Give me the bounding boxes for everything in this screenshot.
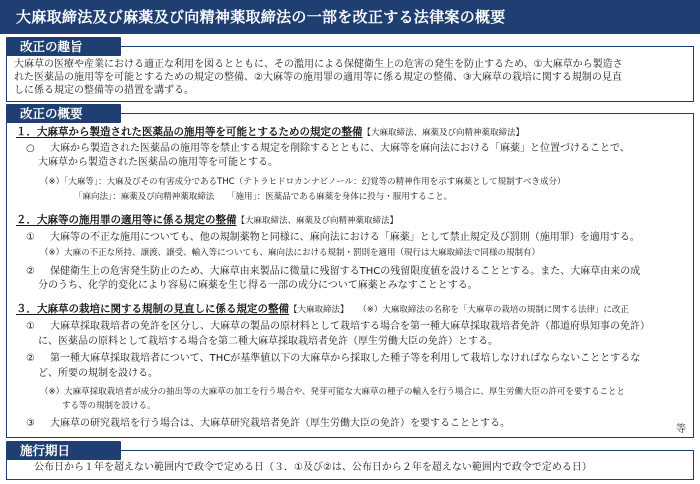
section-2-item-1-note: （※）大麻の不正な所持、譲渡、譲受、輸入等についても、麻向法における規制・罰則を適用（現行は大麻取締法で同様の規制有） [40,248,540,258]
outline-heading: 改正の概要 [6,104,121,123]
section-1-title [16,125,524,140]
section-2-item-1-text: 大麻等の不正な施用についても、他の規制薬物と同様に、麻向法における「麻薬」として禁止規定及び罰則（施用罪）を適用する。 [50,232,640,243]
section-3-item-2-note-1: （※）大麻草採取栽培者が成分の抽出等の大麻草の加工を行う場合や、発芽可能な大麻草の種子の輸入を行う場合に、厚生労働大臣の許可を要することと [40,387,625,397]
item-number: ② [26,353,35,364]
section-2-item-2-text: 保健衛生上の危害発生防止のため、大麻草由来製品に微量に残留するTHCの残留限度値を設けることとする。また、大麻草由来の成 [50,266,641,277]
section-2-item-2 [26,265,640,278]
purpose-line-1: 大麻草の医療や産業における適正な利用を図るとともに、その濫用による保健衛生上の危害の発生を防止するため、①大麻草から製造さ [14,59,623,70]
purpose-heading: 改正の趣旨 [6,37,121,56]
section-2-item-2-line-2: 分のうち、化学的変化により容易に麻薬を生じ得る一部の成分について麻薬とみなすこととする。 [38,280,478,291]
effective-heading: 施行期日 [6,441,121,460]
section-1-line-2: 大麻草から製造された医薬品の施用等を可能とする。 [38,157,278,168]
item-number: ③ [26,418,35,429]
section-1-line-1-text: 大麻から製造された医薬品の施用等を禁止する規定を削除するとともに、大麻等を麻向法における「麻薬」と位置づけることで、 [50,143,630,154]
effective-text: 公布日から１年を超えない範囲内で政令で定める日（３．①及び②は、公布日から２年を超えない範囲内で政令で定める日） [34,462,592,473]
section-2-title [16,213,398,228]
section-3-item-1 [26,320,650,333]
section-3-item-2 [26,352,640,365]
bullet-icon: ○ [26,143,35,154]
item-number: ① [26,321,35,332]
section-2-ref: 【大麻取締法、麻薬及び向精神薬取締法】 [236,216,399,226]
section-1-note-2: 「麻向法」：麻薬及び向精神薬取締法 「施用」：医薬品である麻薬を身体に投与・服用すること。 [74,192,453,202]
section-1-line-1 [26,142,630,155]
section-3-item-2-line-2: ど、所要の規制を設ける。 [38,368,158,379]
section-3-note: （※）大麻取締法の名称を「大麻草の栽培の規制に関する法律」に改正 [362,305,629,315]
section-3-ref: 【大麻取締法】 [289,305,349,315]
section-3-item-3 [26,417,510,430]
item-number: ② [26,266,35,277]
section-1-title-text: １．大麻草から製造された医薬品の施用等を可能とするための規定の整備 [16,126,363,138]
section-3-title-text: ３．大麻草の栽培に関する規制の見直しに係る規定の整備 [16,303,289,315]
purpose-line-3: しに係る規定の整備等の措置を講ずる。 [14,85,194,96]
section-3-item-1-text: 大麻草採取栽培者の免許を区分し、大麻草の製品の原材料として栽培する場合を第一種大麻草採取栽培者免許（都道府県知事の免許） [50,321,650,332]
section-3-item-2-text: 第一種大麻草採取栽培者について、THCが基準値以下の大麻草から採取した種子等を利用して栽培しなければならないこととするな [50,353,641,364]
purpose-line-2: れた医薬品の施用等を可能とするための規定の整備、②大麻等の施用罪の適用等に係る規定の整備、③大麻草の栽培に関する規制の見直 [14,72,622,83]
section-3-item-1-line-2: に、医薬品の原料として栽培する場合を第二種大麻草採取栽培者免許（厚生労働大臣の免許）とする。 [38,336,498,347]
section-1-ref: 【大麻取締法、麻薬及び向精神薬取締法】 [362,128,525,138]
section-2-title-text: ２．大麻等の施用罪の適用等に係る規定の整備 [16,214,237,226]
page-title: 大麻取締法及び麻薬及び向精神薬取締法の一部を改正する法律案の概要 [0,0,700,34]
etc-label: 等 [676,424,686,435]
item-number: ① [26,232,35,243]
section-1-note-1: （※）「大麻等」：大麻及びその有害成分であるTHC（テトラヒドロカンナビノール：幻覚等の精神作用を示す麻薬として規制すべき成分） [40,177,566,187]
section-3-title [16,302,629,317]
section-3-item-3-text: 大麻草の研究栽培を行う場合は、大麻草研究栽培者免許（厚生労働大臣の免許）を要することとする。 [50,418,510,429]
section-3-item-2-note-2: する等の規制を設ける。 [62,401,156,411]
section-2-item-1 [26,231,640,244]
